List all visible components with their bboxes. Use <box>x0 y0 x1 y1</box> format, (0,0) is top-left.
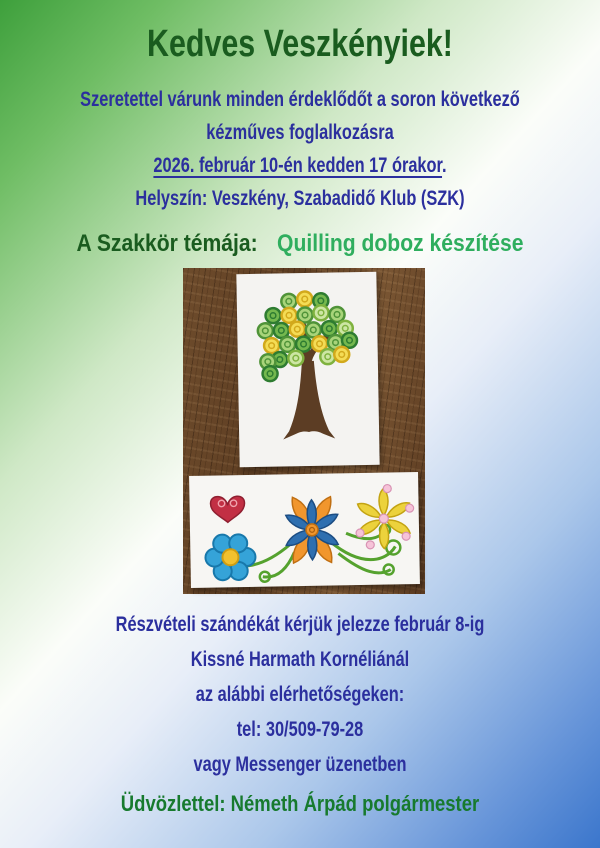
intro-line-2: kézműves foglalkozásra <box>206 121 394 144</box>
quilling-flowers-artwork <box>189 472 420 588</box>
topic-line <box>36 230 564 258</box>
event-location: Helyszín: Veszkény, Szabadidő Klub (SZK) <box>135 187 465 210</box>
event-date: 2026. február 10-én kedden 17 órakor <box>153 154 443 177</box>
contact-intro: az alábbi elérhetőségeken: <box>195 683 405 706</box>
topic-value: Quilling doboz készítése <box>277 230 524 257</box>
messenger-line: vagy Messenger üzenetben <box>193 753 407 776</box>
topic-label: A Szakkör témája: <box>76 230 258 257</box>
quilling-flowers-icon <box>189 472 420 588</box>
heart-icon <box>210 496 244 523</box>
event-date-line <box>66 154 534 178</box>
event-date-period: . <box>442 154 447 177</box>
phone-number: tel: 30/509-79-28 <box>236 718 364 741</box>
flyer-title: Kedves Veszkényiek! <box>147 23 453 65</box>
rsvp-deadline: Részvételi szándékát kérjük jelezze február 8-ig <box>115 613 485 636</box>
contact-name: Kissné Harmath Kornéliánál <box>190 648 410 671</box>
craft-photo <box>183 268 425 594</box>
signature: Üdvözlettel: Németh Árpád polgármester <box>120 791 480 816</box>
quilling-tree-artwork <box>236 272 379 467</box>
quilling-tree-icon <box>236 272 379 467</box>
blue-flower-icon <box>205 534 256 580</box>
intro-line-1: Szeretettel várunk minden érdeklődőt a soron következő <box>80 88 520 111</box>
